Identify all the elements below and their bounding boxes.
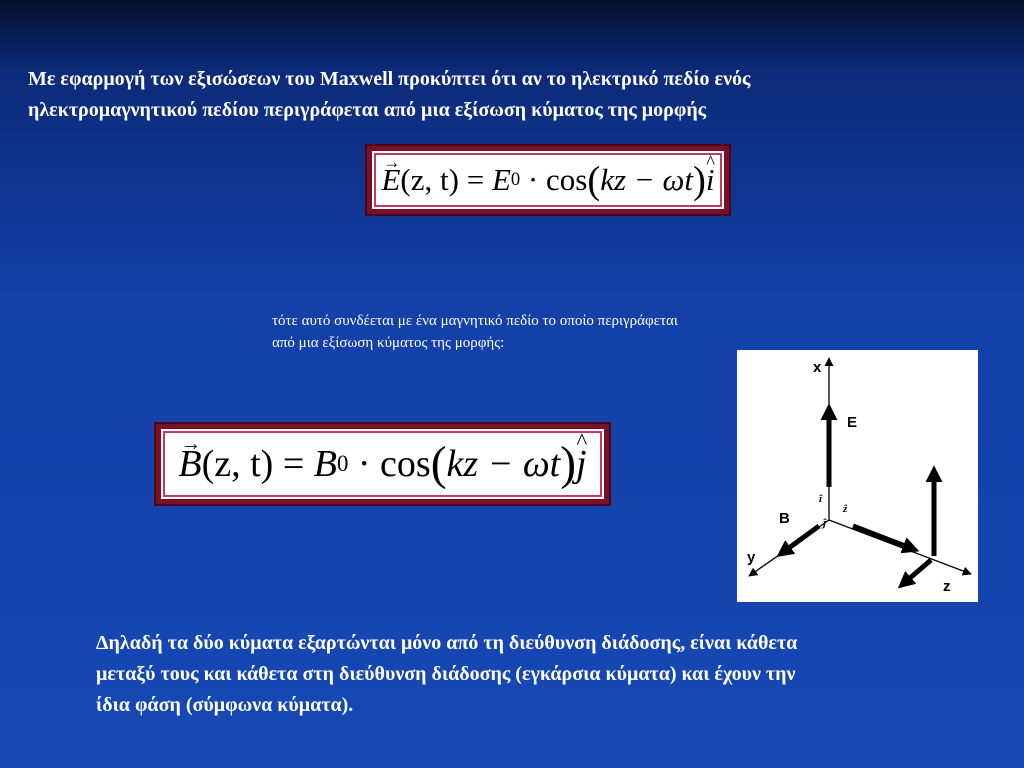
e-cos: cos — [546, 162, 588, 197]
j-unit-vector: ^ j — [576, 442, 587, 486]
y-axis-label: y — [747, 549, 756, 566]
unit-j-label: ĵ — [823, 517, 827, 529]
middle-line-2: από μια εξίσωση κύματος της μορφής: — [272, 335, 505, 351]
b-field-label: B — [779, 510, 790, 527]
electric-field-equation: → E (z, t) = E 0 · cos ( kz − ωt ) ^ i — [367, 146, 729, 214]
middle-line-1: τότε αυτό συνδέεται με ένα μαγνητικό πεδίο το οποίο περιγράφεται — [272, 313, 678, 329]
b-phase: kz − ωt — [446, 443, 561, 485]
i-unit-vector: ^ i — [706, 162, 715, 198]
b-args: (z, t) — [201, 443, 274, 485]
propagation-arrow — [853, 526, 913, 549]
summary-line-2: μεταξύ τους και κάθετα στη διεύθυνση διάδοσης (εγκάρσια κύματα) και έχουν την — [96, 663, 796, 685]
e-phase: kz − ωt — [600, 162, 693, 197]
e-vector-symbol: → E — [381, 162, 400, 198]
intro-line-2: ηλεκτρομαγνητικού πεδίου περιγράφεται από μια εξίσωση κύματος της μορφής — [28, 99, 707, 121]
b-amplitude: B — [313, 443, 337, 485]
b-amplitude-subscript: 0 — [336, 451, 349, 476]
axes-diagram-svg — [737, 350, 978, 602]
summary-line-3: ίδια φάση (σύμφωνα κύματα). — [96, 694, 354, 716]
b-field-arrow-2 — [903, 560, 931, 584]
x-axis-label: x — [813, 359, 822, 376]
unit-i-label: î — [819, 493, 823, 505]
magnetic-field-equation: → B (z, t) = B 0 · cos ( kz − ωt ) ^ j — [156, 424, 609, 504]
em-wave-diagram — [737, 350, 978, 602]
intro-line-1: Με εφαρμογή των εξισώσεων του Maxwell προκύπτει ότι αν το ηλεκτρικό πεδίο ενός — [28, 68, 751, 90]
z-axis — [829, 520, 971, 574]
e-args: (z, t) — [400, 162, 459, 197]
b-cos: cos — [380, 443, 431, 485]
summary-text — [96, 628, 996, 721]
middle-text — [272, 310, 832, 354]
e-amplitude: E — [491, 162, 511, 197]
unit-z-label: ẑ — [843, 503, 848, 515]
e-field-label: E — [847, 414, 858, 431]
b-vector-symbol: → B — [178, 442, 201, 486]
z-axis-label: z — [943, 578, 951, 595]
b-field-arrow — [782, 526, 819, 553]
summary-line-1: Δηλαδή τα δύο κύματα εξαρτώνται μόνο από τη διεύθυνση διάδοσης, είναι κάθετα — [96, 632, 798, 654]
intro-text — [28, 64, 988, 126]
e-amplitude-subscript: 0 — [510, 169, 521, 190]
